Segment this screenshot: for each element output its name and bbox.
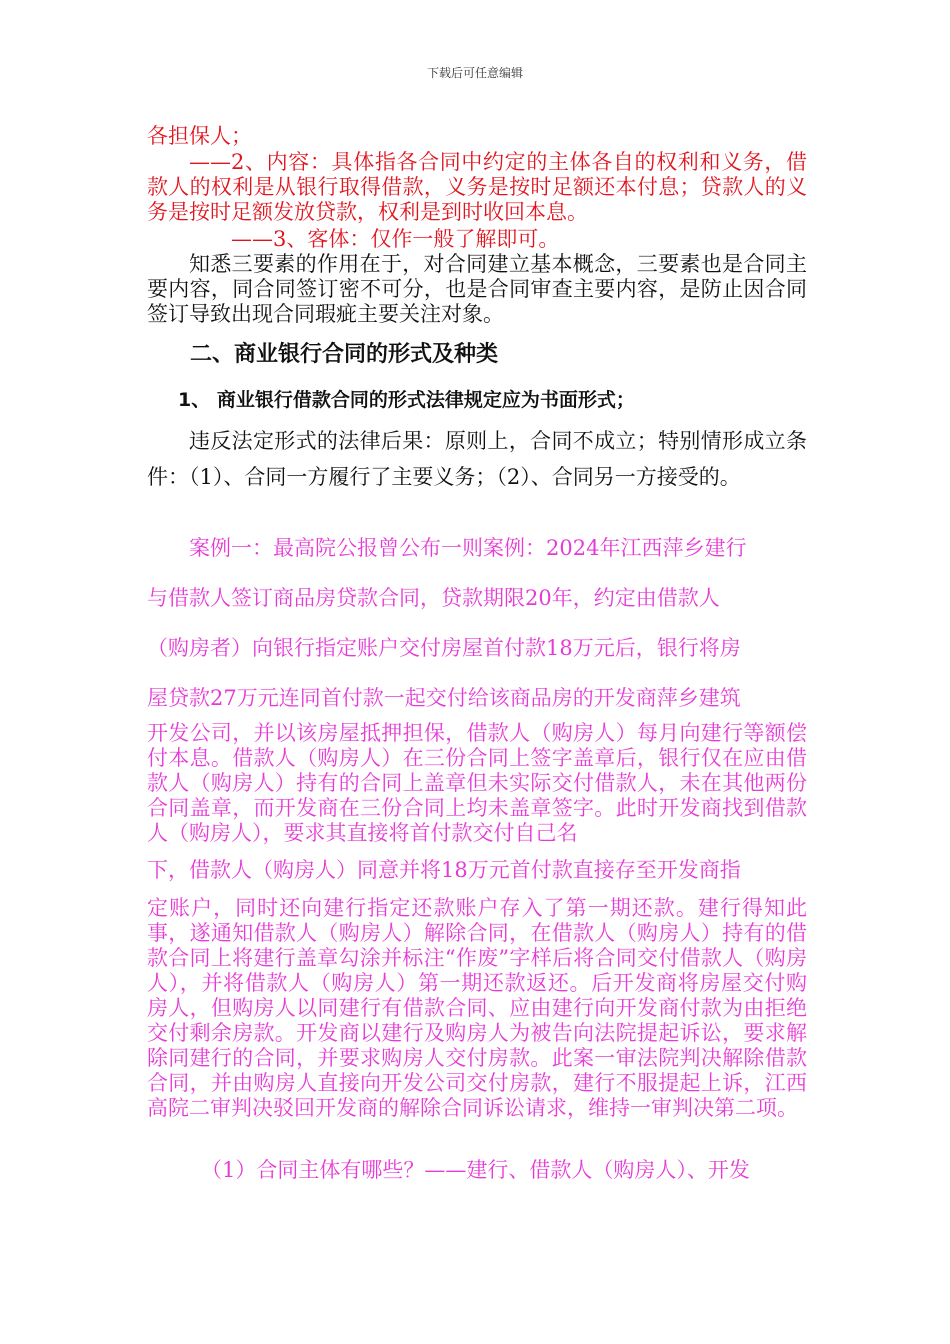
case-block-2: 定账户，同时还向建行指定还款账户存入了第一期还款。建行得知此事，遂通知借款人（购房人）解除合同，在借款人（购房人）持有的借款合同上将建行盖章勾涂并标注“作废”字样后将合同交付借款人（购房人），并将借款人（购房人）第一期还款返还。后开发商将房屋交付购房人，但购房人以同建行有借款合同、应由建行向开发商付款为由拒绝交付剩余房款。开发商以建行及购房人为被告向法院提起诉讼，要求解除同建行的合同，并要求购房人交付房款。此案一审法院判决解除借款合同，并由购房人直接向开发公司交付房款，建行不服提起上诉，江西高院二审判决驳回开发商的解除合同诉讼请求，维持一审判决第二项。 <box>147 896 807 1120</box>
subheading-written-form: 1、 商业银行借款合同的形式法律规定应为书面形式； <box>178 389 635 411</box>
case-line-2: 与借款人签订商品房贷款合同，贷款期限20年，约定由借款人 <box>147 586 720 610</box>
paragraph-object: ——3、客体：仅作一般了解即可。 <box>231 227 560 251</box>
page-header: 下载后可任意编辑 <box>426 66 523 80</box>
paragraph-three-elements: 知悉三要素的作用在于，对合同建立基本概念，三要素也是合同主要内容，同合同签订密不可分，也是合同审查主要内容，是防止因合同签订导致出现合同瑕疵主要关注对象。 <box>147 252 807 326</box>
paragraph-guarantor: 各担保人； <box>147 124 252 148</box>
case-line-3: （购房者）向银行指定账户交付房屋首付款18万元后，银行将房 <box>147 636 741 660</box>
case-line-4: 屋贷款27万元连同首付款一起交付给该商品房的开发商萍乡建筑 <box>147 686 741 710</box>
paragraph-content-rights: ——2、内容：具体指各合同中约定的主体各自的权利和义务，借款人的权利是从银行取得借款，义务是按时足额还本付息；贷款人的义务是按时足额发放贷款，权利是到时收回本息。 <box>147 150 807 224</box>
case-block-1: 开发公司，并以该房屋抵押担保，借款人（购房人）每月向建行等额偿付本息。借款人（购房人）在三份合同上签字盖章后，银行仅在应由借款人（购房人）持有的合同上盖章但未实际交付借款人，未在其他两份合同盖章，而开发商在三份合同上均未盖章签字。此时开发商找到借款人（购房人），要求其直接将首付款交付自己名 <box>147 721 807 845</box>
section-heading-contract-forms: 二、商业银行合同的形式及种类 <box>190 341 499 367</box>
paragraph-legal-consequence: 违反法定形式的法律后果：原则上，合同不成立；特别情形成立条件：（1）、合同一方履行了主要义务；（2）、合同另一方接受的。 <box>147 429 807 489</box>
case-line-5: 下，借款人（购房人）同意并将18万元首付款直接存至开发商指 <box>147 858 741 882</box>
case-question-1: （1）合同主体有哪些？——建行、借款人（购房人）、开发 <box>201 1158 750 1182</box>
case-line-1: 案例一：最高院公报曾公布一则案例：2024年江西萍乡建行 <box>189 536 747 560</box>
